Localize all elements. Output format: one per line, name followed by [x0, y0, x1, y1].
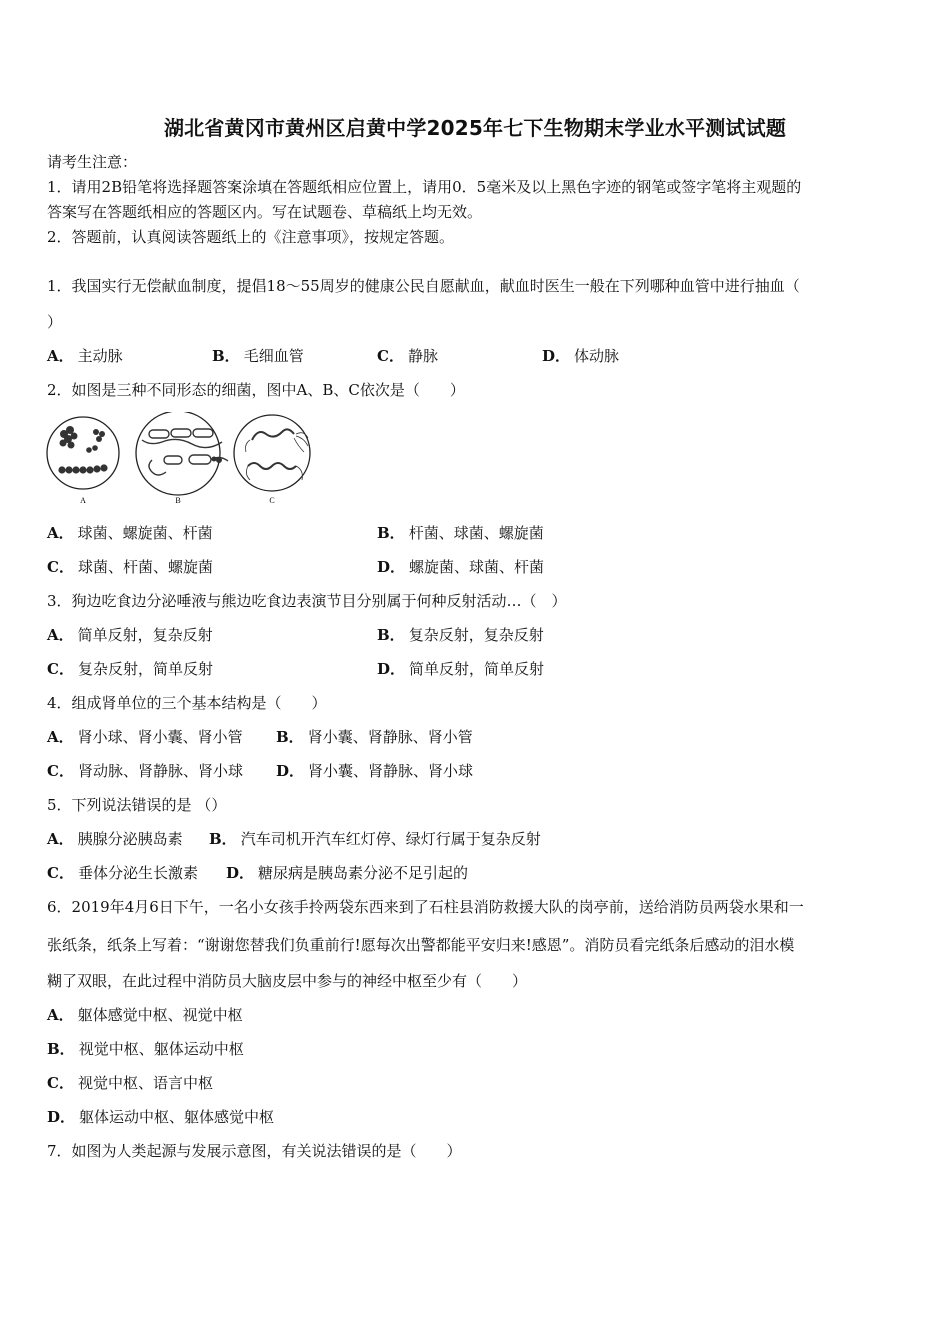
q1-option-b[interactable]: B． 毛细血管 — [212, 347, 304, 365]
q7-stem: 7．如图为人类起源与发展示意图，有关说法错误的是（ ） — [47, 1142, 462, 1160]
q6-option-b[interactable]: B． 视觉中枢、躯体运动中枢 — [47, 1040, 244, 1058]
q1-option-d[interactable]: D． 体动脉 — [542, 347, 620, 365]
q3-option-b[interactable]: B． 复杂反射，复杂反射 — [377, 626, 544, 644]
q3-stem: 3．狗边吃食边分泌唾液与熊边吃食边表演节目分别属于何种反射活动…（ ） — [47, 592, 567, 610]
bacteria-b-bacilli — [136, 412, 228, 505]
q4-option-a[interactable]: A． 肾小球、肾小囊、肾小管 — [47, 728, 243, 746]
q4-option-c[interactable]: C． 肾动脉、肾静脉、肾小球 — [47, 762, 243, 780]
q4-option-d[interactable]: D． 肾小囊、肾静脉、肾小球 — [276, 762, 474, 780]
q3-option-d[interactable]: D． 简单反射，简单反射 — [377, 660, 545, 678]
q5-stem: 5．下列说法错误的是 （） — [47, 796, 227, 814]
q6-stem-line-1: 6．2019年4月6日下午，一名小女孩手拎两袋东西来到了石柱县消防救援大队的岗亭前，送给消防员两袋水果和一 — [47, 898, 804, 916]
q1-option-c[interactable]: C． 静脉 — [377, 347, 438, 365]
notice-item-1-line-1: 1．请用2B铅笔将选择题答案涂填在答题纸相应位置上，请用0．5毫米及以上黑色字迹的钢笔或签字笔将主观题的 — [47, 178, 802, 196]
q5-option-b[interactable]: B． 汽车司机开汽车红灯停、绿灯行属于复杂反射 — [209, 830, 541, 848]
q6-option-d[interactable]: D． 躯体运动中枢、躯体感觉中枢 — [47, 1108, 275, 1126]
notice-heading: 请考生注意： — [47, 153, 138, 171]
q1-option-a[interactable]: A． 主动脉 — [47, 347, 123, 365]
page-title: 湖北省黄冈市黄州区启黄中学2025年七下生物期末学业水平测试试题 — [163, 116, 787, 140]
q6-stem-line-3: 糊了双眼，在此过程中消防员大脑皮层中参与的神经中枢至少有（ ） — [47, 972, 528, 990]
q1-stem-line-1: 1．我国实行无偿献血制度，提倡18～55周岁的健康公民自愿献血，献血时医生一般在下列哪种血管中进行抽血（ — [47, 277, 800, 295]
figure-label-c: C — [269, 496, 275, 505]
q2-option-d[interactable]: D． 螺旋菌、球菌、杆菌 — [377, 558, 545, 576]
q5-option-d[interactable]: D． 糖尿病是胰岛素分泌不足引起的 — [226, 864, 469, 882]
q4-stem: 4．组成肾单位的三个基本结构是（ ） — [47, 694, 327, 712]
notice-item-1-line-2: 答案写在答题纸相应的答题区内。写在试题卷、草稿纸上均无效。 — [47, 203, 483, 221]
figure-label-b: B — [175, 496, 181, 505]
notice-item-2: 2．答题前，认真阅读答题纸上的《注意事项》，按规定答题。 — [47, 228, 455, 246]
q2-stem: 2．如图是三种不同形态的细菌，图中A、B、C依次是（ ） — [47, 381, 465, 399]
q6-option-c[interactable]: C． 视觉中枢、语言中枢 — [47, 1074, 213, 1092]
q5-option-c[interactable]: C． 垂体分泌生长激素 — [47, 864, 198, 882]
bacteria-c-spirilla — [234, 415, 310, 505]
q2-option-c[interactable]: C． 球菌、杆菌、螺旋菌 — [47, 558, 213, 576]
q3-option-c[interactable]: C． 复杂反射，简单反射 — [47, 660, 213, 678]
q2-option-b[interactable]: B． 杆菌、球菌、螺旋菌 — [377, 524, 544, 542]
q2-option-a[interactable]: A． 球菌、螺旋菌、杆菌 — [47, 524, 213, 542]
q3-option-a[interactable]: A． 简单反射，复杂反射 — [47, 626, 213, 644]
q1-stem-line-2: ） — [47, 313, 63, 331]
bacteria-figure — [44, 412, 316, 508]
figure-label-a: A — [80, 496, 86, 505]
bacteria-a-cocci — [47, 417, 119, 505]
q5-option-a[interactable]: A． 胰腺分泌胰岛素 — [47, 830, 183, 848]
q6-option-a[interactable]: A． 躯体感觉中枢、视觉中枢 — [47, 1006, 243, 1024]
q4-option-b[interactable]: B． 肾小囊、肾静脉、肾小管 — [276, 728, 473, 746]
q6-stem-line-2: 张纸条，纸条上写着：“谢谢您替我们负重前行!愿每次出警都能平安归来!感恩”。消防员看完纸条后感动的泪水模 — [47, 936, 795, 954]
